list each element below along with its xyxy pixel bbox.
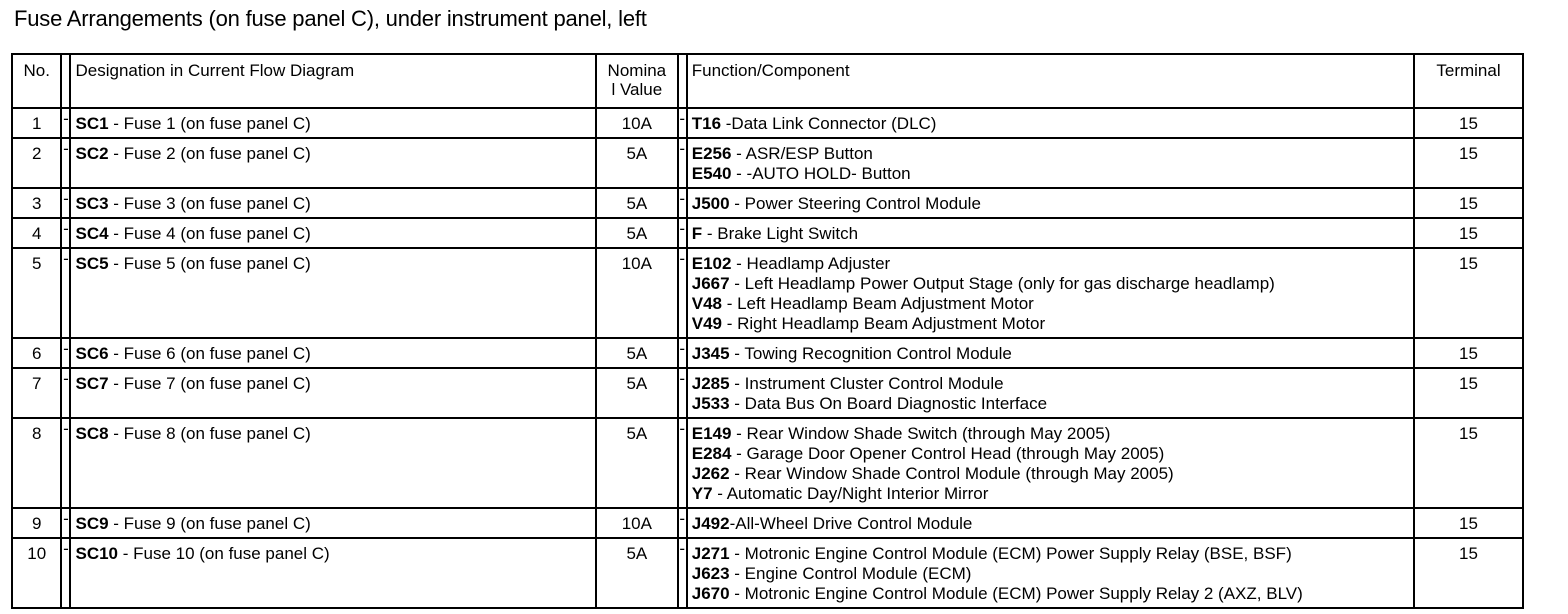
cell-no: 7 (12, 368, 61, 418)
function-line (692, 514, 1409, 534)
designation-code: SC3 (75, 194, 109, 213)
fuse-table (11, 53, 1524, 609)
function-text: - Data Bus On Board Diagnostic Interface (729, 394, 1048, 413)
function-code: J285 (691, 374, 730, 393)
cell-function (687, 418, 1414, 508)
table-header-row (12, 54, 1523, 108)
cell-terminal: 15 (1414, 138, 1523, 188)
cell-terminal: 15 (1414, 188, 1523, 218)
cell-dash: - (61, 218, 70, 248)
cell-no: 5 (12, 248, 61, 338)
cell-function (687, 218, 1414, 248)
function-line (692, 424, 1409, 444)
cell-no: 1 (12, 108, 61, 138)
function-text: - Automatic Day/Night Interior Mirror (712, 484, 989, 503)
cell-value: 5A (596, 418, 678, 508)
cell-dash: - (61, 508, 70, 538)
cell-terminal: 15 (1414, 538, 1523, 608)
table-row (12, 508, 1523, 538)
cell-designation (70, 418, 596, 508)
cell-terminal: 15 (1414, 248, 1523, 338)
function-text: - Brake Light Switch (702, 224, 859, 243)
designation-text: - Fuse 9 (on fuse panel C) (108, 514, 311, 533)
function-code: Y7 (691, 484, 713, 503)
cell-dash: - (61, 538, 70, 608)
designation-text: - Fuse 5 (on fuse panel C) (108, 254, 311, 273)
cell-designation (70, 248, 596, 338)
designation-code: SC9 (75, 514, 109, 533)
function-code: J492 (691, 514, 730, 533)
cell-function (687, 108, 1414, 138)
function-line (692, 544, 1409, 564)
function-line (692, 344, 1409, 364)
cell-dash: - (678, 138, 687, 188)
cell-function (687, 538, 1414, 608)
designation-code: SC8 (75, 424, 109, 443)
function-code: J271 (691, 544, 730, 563)
function-line (692, 314, 1409, 334)
function-text: - Right Headlamp Beam Adjustment Motor (722, 314, 1046, 333)
cell-no: 10 (12, 538, 61, 608)
function-line (692, 274, 1409, 294)
cell-function (687, 508, 1414, 538)
cell-dash: - (61, 188, 70, 218)
cell-dash: - (678, 188, 687, 218)
cell-dash: - (678, 418, 687, 508)
function-code: V48 (691, 294, 722, 313)
function-code: J667 (691, 274, 730, 293)
cell-designation (70, 368, 596, 418)
cell-terminal: 15 (1414, 368, 1523, 418)
function-code: J500 (691, 194, 730, 213)
function-code: E256 (691, 144, 732, 163)
header-terminal: Terminal (1414, 54, 1523, 108)
designation-text: - Fuse 4 (on fuse panel C) (108, 224, 311, 243)
function-text: - Rear Window Shade Switch (through May 2005) (731, 424, 1111, 443)
function-code: J262 (691, 464, 730, 483)
function-text: - Headlamp Adjuster (731, 254, 891, 273)
cell-value: 5A (596, 338, 678, 368)
cell-designation (70, 538, 596, 608)
cell-no: 9 (12, 508, 61, 538)
function-line (692, 394, 1409, 414)
cell-function (687, 338, 1414, 368)
function-text: -Data Link Connector (DLC) (721, 114, 937, 133)
header-value-line2: l Value (611, 80, 663, 99)
cell-dash: - (61, 368, 70, 418)
function-text: - -AUTO HOLD- Button (731, 164, 911, 183)
function-line (692, 294, 1409, 314)
cell-dash: - (678, 108, 687, 138)
designation-code: SC5 (75, 254, 109, 273)
cell-value: 5A (596, 538, 678, 608)
cell-value: 10A (596, 108, 678, 138)
function-line (692, 584, 1409, 604)
cell-terminal: 15 (1414, 218, 1523, 248)
table-row (12, 138, 1523, 188)
function-line (692, 254, 1409, 274)
cell-no: 2 (12, 138, 61, 188)
function-code: J345 (691, 344, 730, 363)
table-row (12, 108, 1523, 138)
designation-code: SC7 (75, 374, 109, 393)
cell-dash: - (678, 218, 687, 248)
cell-terminal: 15 (1414, 108, 1523, 138)
cell-function (687, 188, 1414, 218)
cell-designation (70, 188, 596, 218)
cell-value: 5A (596, 218, 678, 248)
function-line (692, 114, 1409, 134)
cell-dash: - (678, 508, 687, 538)
cell-terminal: 15 (1414, 338, 1523, 368)
table-row (12, 338, 1523, 368)
function-text: - Motronic Engine Control Module (ECM) Power Supply Relay (BSE, BSF) (729, 544, 1292, 563)
function-code: T16 (691, 114, 722, 133)
cell-no: 6 (12, 338, 61, 368)
designation-code: SC2 (75, 144, 109, 163)
cell-designation (70, 138, 596, 188)
designation-text: - Fuse 2 (on fuse panel C) (108, 144, 311, 163)
cell-dash: - (61, 138, 70, 188)
function-line (692, 464, 1409, 484)
function-line (692, 194, 1409, 214)
function-text: - Garage Door Opener Control Head (through May 2005) (731, 444, 1165, 463)
table-body (12, 108, 1523, 608)
table-row (12, 218, 1523, 248)
function-text: - Engine Control Module (ECM) (729, 564, 972, 583)
function-line (692, 374, 1409, 394)
function-line (692, 144, 1409, 164)
cell-value: 5A (596, 368, 678, 418)
designation-text: - Fuse 10 (on fuse panel C) (118, 544, 330, 563)
designation-text: - Fuse 6 (on fuse panel C) (108, 344, 311, 363)
cell-designation (70, 508, 596, 538)
cell-terminal: 15 (1414, 418, 1523, 508)
function-text: - Rear Window Shade Control Module (through May 2005) (729, 464, 1174, 483)
function-line (692, 444, 1409, 464)
function-text: - Towing Recognition Control Module (729, 344, 1012, 363)
designation-text: - Fuse 1 (on fuse panel C) (108, 114, 311, 133)
cell-designation (70, 218, 596, 248)
cell-dash: - (678, 248, 687, 338)
table-row (12, 538, 1523, 608)
function-code: E284 (691, 444, 732, 463)
cell-designation (70, 338, 596, 368)
cell-dash: - (61, 248, 70, 338)
header-function: Function/Component (687, 54, 1414, 108)
header-value (596, 54, 678, 108)
page-title: Fuse Arrangements (on fuse panel C), under instrument panel, left (14, 6, 647, 31)
cell-dash: - (678, 338, 687, 368)
function-text: - Instrument Cluster Control Module (729, 374, 1004, 393)
cell-value: 5A (596, 188, 678, 218)
table-row (12, 368, 1523, 418)
cell-dash: - (61, 338, 70, 368)
cell-value: 10A (596, 248, 678, 338)
cell-terminal: 15 (1414, 508, 1523, 538)
header-spacer (61, 54, 70, 108)
function-text: - ASR/ESP Button (731, 144, 873, 163)
function-code: F (691, 224, 703, 243)
function-text: -All-Wheel Drive Control Module (729, 514, 973, 533)
function-text: - Motronic Engine Control Module (ECM) Power Supply Relay 2 (AXZ, BLV) (729, 584, 1303, 603)
function-code: E540 (691, 164, 732, 183)
designation-text: - Fuse 7 (on fuse panel C) (108, 374, 311, 393)
function-code: E149 (691, 424, 732, 443)
cell-function (687, 138, 1414, 188)
header-designation: Designation in Current Flow Diagram (70, 54, 596, 108)
designation-code: SC10 (75, 544, 119, 563)
function-code: J623 (691, 564, 730, 583)
function-code: J533 (691, 394, 730, 413)
function-text: - Power Steering Control Module (729, 194, 981, 213)
function-line (692, 224, 1409, 244)
cell-dash: - (678, 368, 687, 418)
designation-text: - Fuse 3 (on fuse panel C) (108, 194, 311, 213)
function-code: E102 (691, 254, 732, 273)
cell-no: 8 (12, 418, 61, 508)
function-line (692, 164, 1409, 184)
cell-dash: - (61, 418, 70, 508)
cell-no: 3 (12, 188, 61, 218)
cell-value: 10A (596, 508, 678, 538)
table-row (12, 188, 1523, 218)
function-text: - Left Headlamp Beam Adjustment Motor (722, 294, 1034, 313)
designation-text: - Fuse 8 (on fuse panel C) (108, 424, 311, 443)
cell-dash: - (61, 108, 70, 138)
header-spacer (678, 54, 687, 108)
function-code: J670 (691, 584, 730, 603)
header-value-line1: Nomina (607, 61, 667, 80)
table-row (12, 248, 1523, 338)
header-no: No. (12, 54, 61, 108)
cell-function (687, 248, 1414, 338)
cell-value: 5A (596, 138, 678, 188)
cell-designation (70, 108, 596, 138)
function-line (692, 564, 1409, 584)
function-code: V49 (691, 314, 722, 333)
cell-function (687, 368, 1414, 418)
function-text: - Left Headlamp Power Output Stage (only for gas discharge headlamp) (729, 274, 1275, 293)
designation-code: SC1 (75, 114, 109, 133)
table-row (12, 418, 1523, 508)
cell-dash: - (678, 538, 687, 608)
cell-no: 4 (12, 218, 61, 248)
designation-code: SC6 (75, 344, 109, 363)
function-line (692, 484, 1409, 504)
designation-code: SC4 (75, 224, 109, 243)
